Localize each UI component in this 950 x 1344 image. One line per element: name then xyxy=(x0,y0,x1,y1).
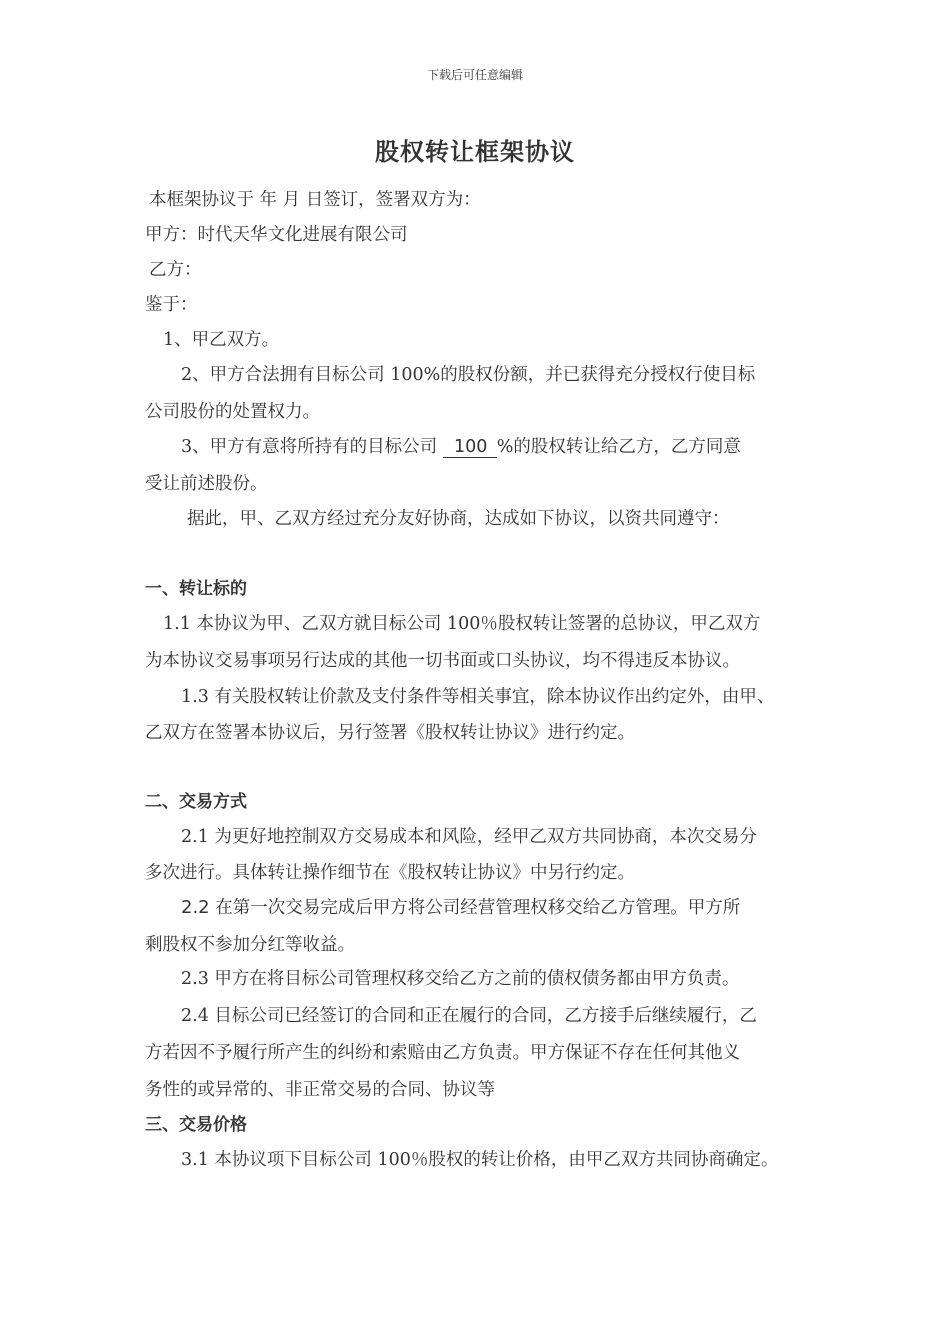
clause-2-2-number: 2.2 xyxy=(181,897,210,918)
transfer-percent-value: 100 xyxy=(443,437,497,458)
clause-2-1-line-1: 2.1 为更好地控制双方交易成本和风险，经甲乙双方共同协商，本次交易分 xyxy=(181,827,757,847)
document-title: 股权转让框架协议 xyxy=(375,138,575,166)
clause-3-1: 3.1 本协议项下目标公司 100％股权的转让价格，由甲乙双方共同协商确定。 xyxy=(181,1150,779,1170)
clause-2-4-line-2: 方若因不予履行所产生的纠纷和索赔由乙方负责。甲方保证不存在任何其他义 xyxy=(145,1043,740,1063)
clause-1-1-line-2: 为本协议交易事项另行达成的其他一切书面或口头协议，均不得违反本协议。 xyxy=(145,651,740,671)
whereas-line: 鉴于： xyxy=(145,295,198,315)
section-3-heading: 三、交易价格 xyxy=(145,1115,247,1135)
recital-3-line-1 xyxy=(181,435,741,459)
clause-1-3-line-1: 1.3 有关股权转让价款及支付条件等相关事宜，除本协议作出约定外，由甲、 xyxy=(181,687,775,707)
party-a-line: 甲方：时代天华文化进展有限公司 xyxy=(145,225,408,245)
header-note: 下载后可任意编辑 xyxy=(426,68,523,82)
section-2-heading: 二、交易方式 xyxy=(145,792,247,812)
clause-1-3-line-2: 乙双方在签署本协议后，另行签署《股权转让协议》进行约定。 xyxy=(145,723,635,743)
section-1-heading: 一、转让标的 xyxy=(145,579,247,599)
agreement-statement: 据此，甲、乙双方经过充分友好协商，达成如下协议，以资共同遵守： xyxy=(187,509,730,529)
clause-2-4-line-3: 务性的或异常的、非正常交易的合同、协议等 xyxy=(145,1080,495,1100)
clause-2-3: 2.3 甲方在将目标公司管理权移交给乙方之前的债权债务都由甲方负责。 xyxy=(181,969,740,989)
sign-date-line: 本框架协议于 年 月 日签订，签署双方为： xyxy=(149,190,481,210)
recital-2-line-2: 公司股份的处置权力。 xyxy=(145,402,320,422)
party-b-line: 乙方： xyxy=(149,260,202,280)
clause-2-2-line-1 xyxy=(181,896,740,920)
clause-2-2-text: 在第一次交易完成后甲方将公司经营管理权移交给乙方管理。甲方所 xyxy=(209,898,741,918)
recital-1: 1、甲乙双方。 xyxy=(163,330,280,350)
clause-2-4-line-1: 2.4 目标公司已经签订的合同和正在履行的合同，乙方接手后继续履行，乙 xyxy=(181,1006,757,1026)
clause-1-1-line-1: 1.1 本协议为甲、乙双方就目标公司 100％股权转让签署的总协议，甲乙双方 xyxy=(163,614,761,634)
recital-3-line-2: 受让前述股份。 xyxy=(145,474,268,494)
clause-2-1-line-2: 多次进行。具体转让操作细节在《股权转让协议》中另行约定。 xyxy=(145,863,635,883)
recital-2-line-1: 2、甲方合法拥有目标公司 100%的股权份额，并已获得充分授权行使目标 xyxy=(181,365,756,385)
recital-3-prefix: 3、甲方有意将所持有的目标公司 xyxy=(181,437,438,457)
clause-2-2-line-2: 剩股权不参加分红等收益。 xyxy=(145,935,355,955)
recital-3-suffix: %的股权转让给乙方，乙方同意 xyxy=(496,437,741,457)
